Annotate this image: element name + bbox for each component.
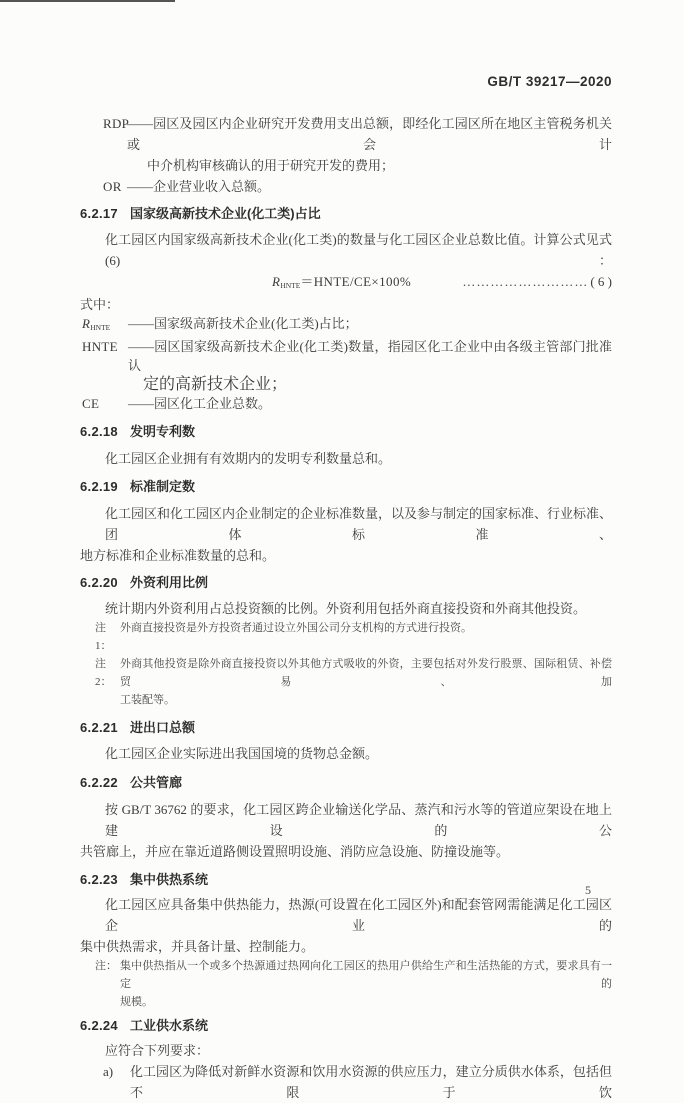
variable-r: R — [82, 316, 91, 331]
paragraph-line: 地方标准和企业标准数量的总和。 — [80, 548, 276, 563]
section-number: 6.2.24 — [80, 1018, 118, 1033]
definition-row-rdp — [80, 113, 612, 155]
paragraph: 化工园区企业实际进出我国国境的货物总金额。 — [105, 746, 379, 761]
section-number: 6.2.21 — [80, 720, 118, 735]
paragraph-line: 按 GB/T 36762 的要求，化工园区跨企业输送化学品、蒸汽和污水等的管道应架设在地上建设的公 — [105, 802, 612, 838]
list-item-label: a) — [103, 1064, 114, 1079]
section-title: 集中供热系统 — [129, 872, 208, 887]
document-page — [80, 74, 612, 1103]
top-definition-list — [80, 113, 612, 197]
note-1 — [80, 619, 612, 655]
definition-row-ce — [80, 394, 612, 413]
definition-text: ——企业营业收入总额。 — [127, 179, 271, 194]
definition-term: RDP — [103, 116, 130, 131]
definition-row-hnte — [80, 337, 612, 375]
equation-rhs: ＝HNTE/CE×100% — [300, 274, 412, 289]
equation-dot-leader: ……………………… — [462, 274, 589, 289]
paragraph: 化工园区内国家级高新技术企业(化工类)的数量与化工园区企业总数比值。计算公式见式(6)： — [105, 232, 612, 268]
equation-6 — [80, 272, 612, 295]
section-number: 6.2.17 — [80, 206, 118, 221]
note-label: 注 2： — [95, 658, 112, 688]
section-heading-6-2-21 — [80, 717, 612, 738]
list-item-a — [80, 1061, 612, 1103]
note-continuation: 工装配等。 — [120, 694, 175, 706]
definition-text: ——园区化工企业总数。 — [128, 396, 272, 411]
section-title: 外资利用比例 — [129, 575, 208, 590]
section-number: 6.2.22 — [80, 775, 118, 790]
note — [80, 957, 612, 993]
equation-expression — [272, 272, 411, 295]
section-heading-6-2-18 — [80, 421, 612, 442]
variable-r: R — [272, 274, 281, 289]
variable-subscript: HNTE — [90, 323, 111, 332]
definition-text: ——园区国家级高新技术企业(化工类)数量，指园区化工企业中由各级主管部门批准认 — [128, 339, 612, 373]
section-title: 工业供水系统 — [129, 1018, 208, 1033]
paragraph-line: 集中供热需求，并具备计量、控制能力。 — [80, 939, 315, 954]
definition-term: CE — [82, 396, 100, 411]
section-title: 标准制定数 — [129, 479, 195, 494]
doc-number-header: GB/T 39217—2020 — [487, 74, 612, 89]
page-number: 5 — [585, 883, 591, 897]
section-heading-6-2-17 — [80, 203, 612, 224]
paragraph: 化工园区企业拥有有效期内的发明专利数量总和。 — [105, 451, 392, 466]
section-title: 进出口总额 — [129, 720, 195, 735]
section-number: 6.2.23 — [80, 872, 118, 887]
section-title: 国家级高新技术企业(化工类)占比 — [129, 206, 321, 221]
equation-number: ( 6 ) — [590, 274, 612, 289]
definition-term — [82, 314, 128, 337]
definition-row-or — [80, 176, 612, 197]
scan-artifact-line — [0, 0, 175, 2]
note-continuation: 规模。 — [120, 996, 153, 1008]
note-text: 外商直接投资是外方投资者通过设立外国公司分支机构的方式进行投资。 — [120, 622, 472, 634]
note-text: 外商其他投资是除外商直接投资以外其他方式吸收的外资，主要包括对外发行股票、国际租赁、补偿贸易、加 — [120, 658, 612, 688]
paragraph-line: 化工园区和化工园区内企业制定的企业标准数量，以及参与制定的国家标准、行业标准、团体标准、 — [105, 506, 613, 542]
section-heading-6-2-20 — [80, 572, 612, 593]
definition-text: ——园区及园区内企业研究开发费用支出总额，即经化工园区所在地区主管税务机关或会计 — [127, 116, 612, 152]
section-number: 6.2.18 — [80, 424, 118, 439]
note-text: 集中供热指从一个或多个热源通过热网向化工园区的热用户供给生产和生活热能的方式，要求具有一定的 — [120, 960, 612, 990]
paragraph-line: 共管廊上，并应在靠近道路侧设置照明设施、消防应急设施、防撞设施等。 — [80, 844, 510, 859]
where-label: 式中： — [80, 297, 120, 312]
section-heading-6-2-22 — [80, 772, 612, 793]
section-heading-6-2-23 — [80, 869, 612, 890]
section-heading-6-2-19 — [80, 476, 612, 497]
list-item-text: 化工园区为降低对新鲜水资源和饮用水资源的供应压力，建立分质供水体系，包括但不限于饮 — [130, 1064, 612, 1100]
formula-definition-list — [80, 314, 612, 413]
definition-continuation: 中介机构审核确认的用于研究开发的费用； — [147, 158, 395, 173]
section-title: 公共管廊 — [129, 775, 182, 790]
paragraph-line: 化工园区应具备集中供热能力，热源(可设置在化工园区外)和配套管网需能满足化工园区企业的 — [105, 897, 612, 933]
section-number: 6.2.19 — [80, 479, 118, 494]
paragraph: 应符合下列要求： — [105, 1043, 210, 1058]
definition-term: OR — [103, 179, 122, 194]
section-number: 6.2.20 — [80, 575, 118, 590]
section-heading-6-2-24 — [80, 1015, 612, 1036]
note-label: 注 1： — [95, 622, 112, 652]
paragraph: 统计期内外资利用占总投资额的比例。外资利用包括外商直接投资和外商其他投资。 — [105, 601, 587, 616]
note-2 — [80, 655, 612, 691]
section-title: 发明专利数 — [129, 424, 195, 439]
definition-text: ——国家级高新技术企业(化工类)占比； — [128, 316, 358, 331]
definition-term: HNTE — [82, 339, 118, 354]
note-label: 注： — [95, 960, 117, 972]
definition-continuation: 定的高新技术企业； — [143, 376, 288, 393]
definition-row-rhnte — [80, 314, 612, 337]
variable-subscript: HNTE — [280, 281, 301, 290]
